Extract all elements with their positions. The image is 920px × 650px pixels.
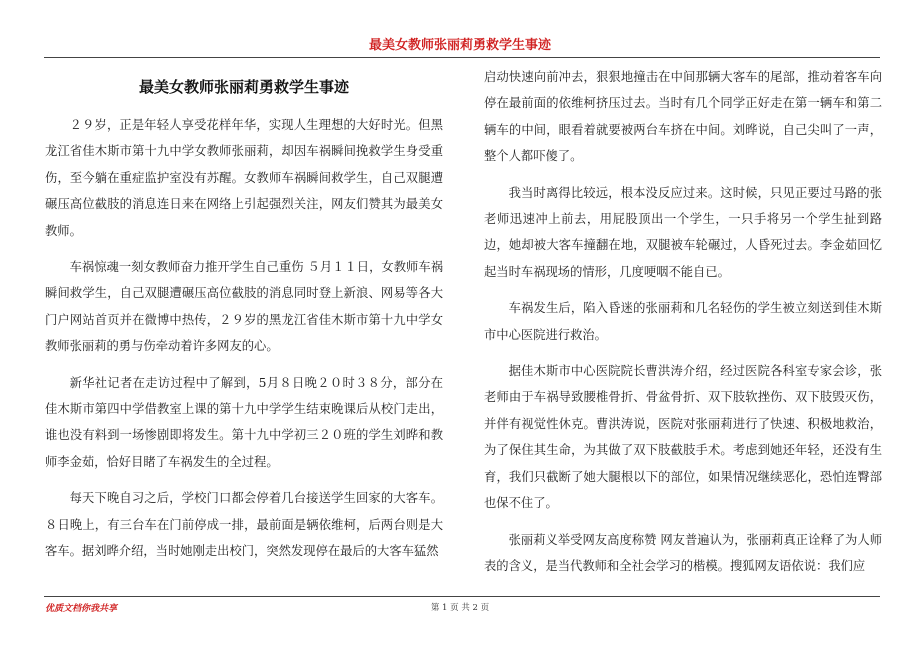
paragraph: 据佳木斯市中心医院院长曹洪涛介绍，经过医院各科室专家会诊，张老师由于车祸导致腰椎骨折、骨盆骨折、双下肢软挫伤、双下肢毁灭伤，并伴有视觉性休克。曹洪涛说，医院对张丽莉进行了快速、积极地救治，为了保住其生命，为其做了双下肢截肢手术。考虑到她还年轻，还没有生育，我们只截断了她大腿根以下的部位，如果情况继续恶化，恐怕连臀部也保不住了。	[484, 364, 882, 511]
paragraph: 张丽莉义举受网友高度称赞 网友普遍认为，张丽莉真正诠释了为人师表的含义，是当代教师和全社会学习的楷模。搜狐网友语依说：我们应	[484, 532, 882, 573]
paragraph: 车祸发生后，陷入昏迷的张丽莉和几名轻伤的学生被立刻送到佳木斯市中心医院进行救治。	[484, 301, 882, 342]
page-header-title: 最美女教师张丽莉勇救学生事迹	[368, 38, 551, 53]
paragraph: 新华社记者在走访过程中了解到，5月８日晚２０时３８分，部分在佳木斯市第四中学借教室上课的第十九中学学生结束晚课后从校门走出，谁也没有料到一场惨剧即将发生。第十九中学初三２０班的学生刘晔和教师李金茹，恰好目睹了车祸发生的全过程。	[45, 375, 443, 469]
paragraph: 每天下晚自习之后，学校门口都会停着几台接送学生回家的大客车。８日晚上，有三台车在门前停成一排，最前面是辆依维柯，后两台则是大客车。据刘晔介绍，当时她刚走出校门，突然发现停在最后的大客车猛然	[45, 491, 443, 559]
paragraph: ２９岁，正是年轻人享受花样年华，实现人生理想的大好时光。但黑龙江省佳木斯市第十九中学女教师张丽莉，却因车祸瞬间挽救学生身受重伤，至今躺在重症监护室没有苏醒。女教师车祸瞬间救学生，自己双腿遭碾压高位截肢的消息连日来在网络上引起强烈关注，网友们赞其为最美女教师。	[45, 118, 443, 238]
header-divider	[44, 57, 880, 58]
left-column	[45, 64, 443, 575]
right-column	[484, 64, 882, 589]
footer-slogan: 优质文档你我共享	[45, 604, 118, 614]
footer-divider	[44, 596, 880, 597]
page-number: 第 1 页 共 2 页	[430, 603, 490, 613]
paragraph: 车祸惊魂一刻女教师奋力推开学生自己重伤 ５月１１日，女教师车祸瞬间救学生，自己双腿遭碾压高位截肢的消息同时登上新浪、网易等各大门户网站首页并在微博中热传，２９岁的黑龙江省佳木斯市第十九中学女教师张丽莉的勇与伤牵动着许多网友的心。	[45, 260, 443, 354]
article-title: 最美女教师张丽莉勇救学生事迹	[138, 78, 349, 96]
paragraph: 我当时离得比较远，根本没反应过来。这时候，只见正要过马路的张老师迅速冲上前去，用屁股顶出一个学生，一只手将另一个学生扯到路边，她却被大客车撞翻在地，双腿被车轮碾过，人昏死过去。李金茹回忆起当时车祸现场的情形，几度哽咽不能自已。	[484, 185, 882, 279]
paragraph-continuation: 启动快速向前冲去，狠狠地撞击在中间那辆大客车的尾部，推动着客车向停在最前面的依维柯挤压过去。当时有几个同学正好走在第一辆车和第二辆车的中间，眼看着就要被两台车挤在中间。刘晔说，自己尖叫了一声，整个人都吓傻了。	[484, 70, 882, 164]
